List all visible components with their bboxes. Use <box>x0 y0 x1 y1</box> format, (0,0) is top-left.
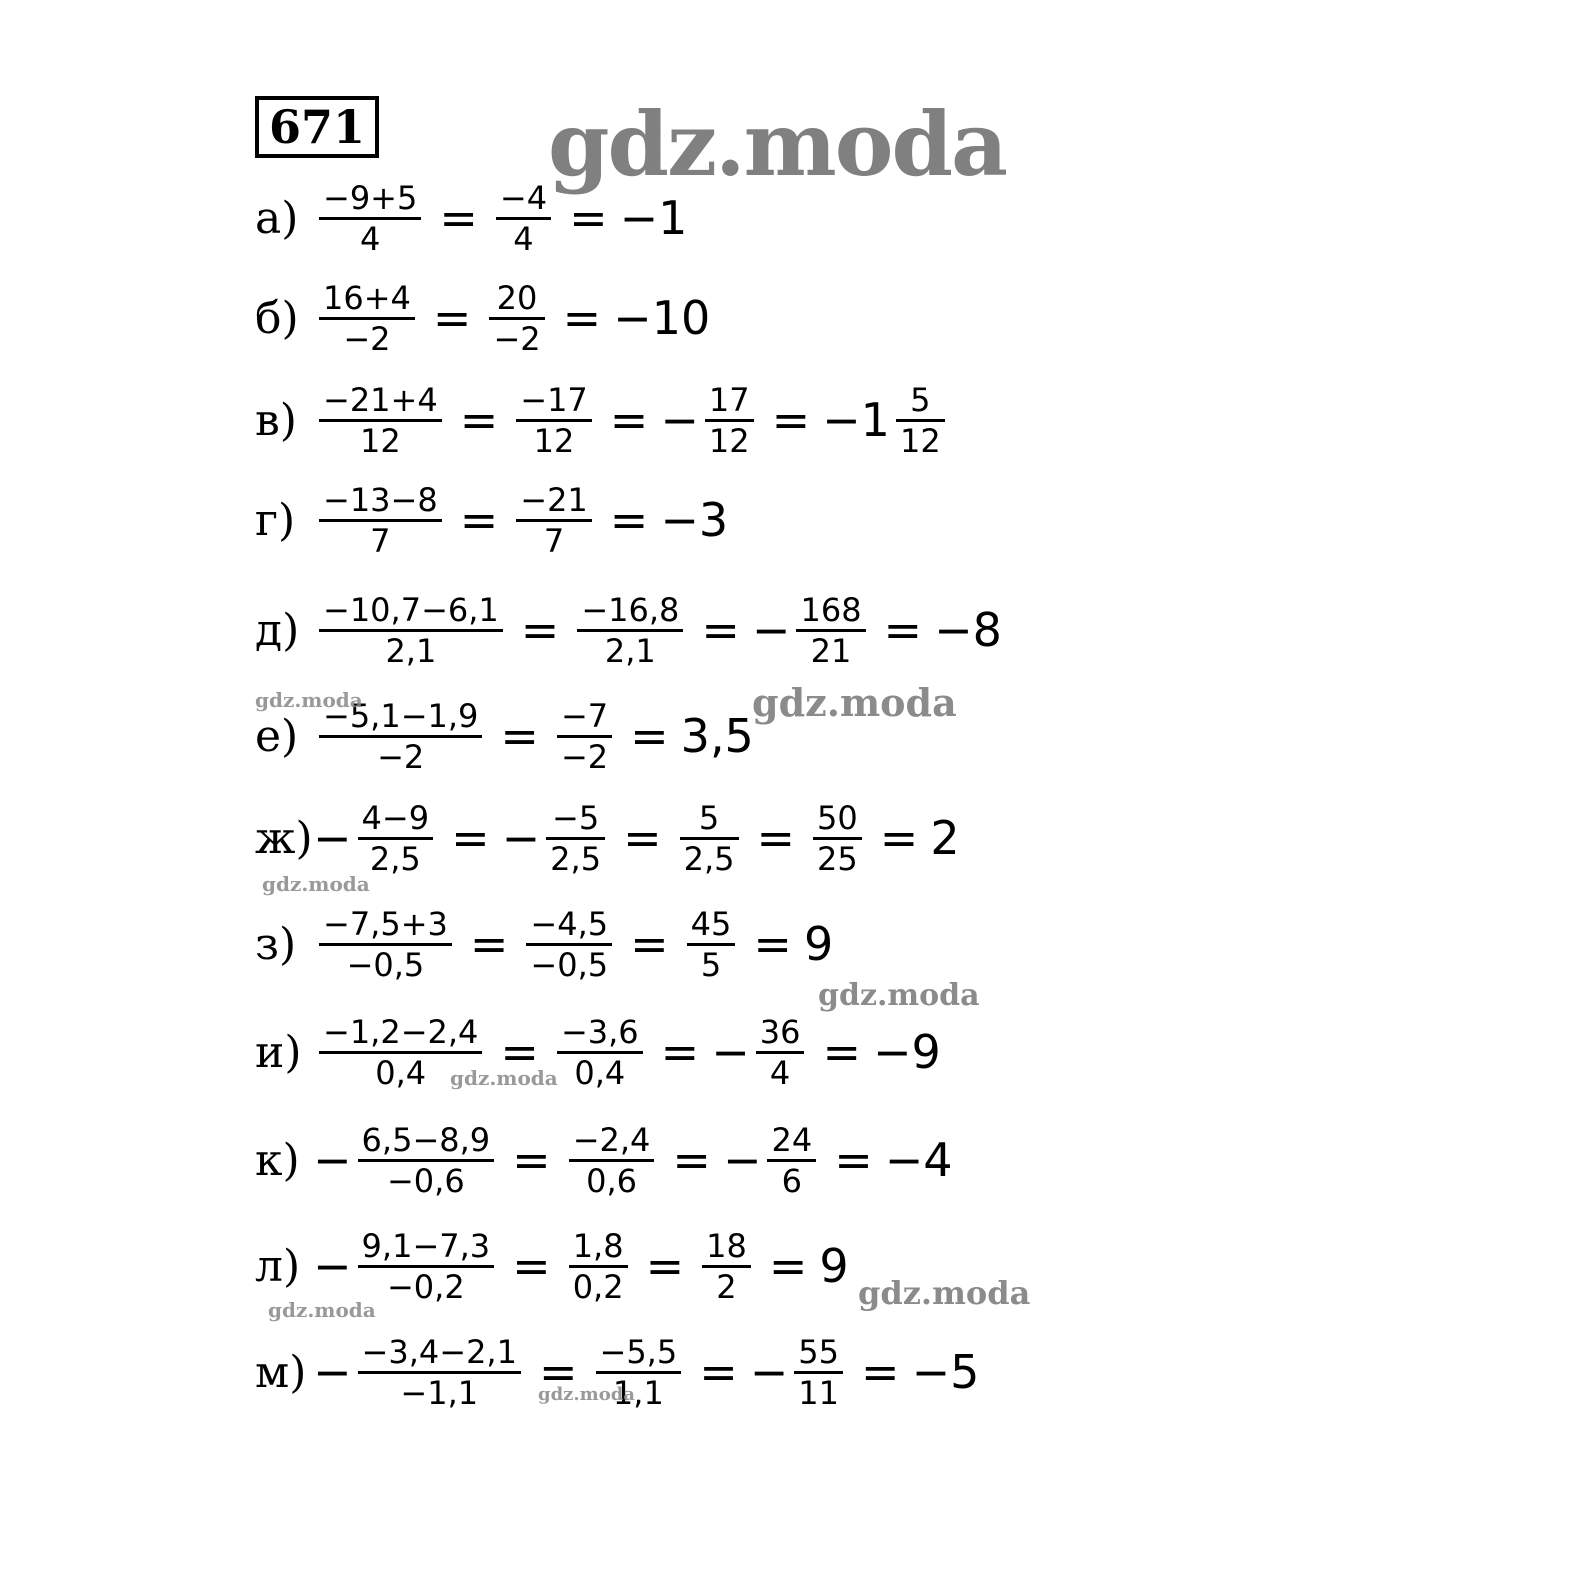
row-label: а) <box>255 192 299 244</box>
equals-sign: = <box>834 1133 873 1187</box>
denominator: 2,5 <box>369 839 421 878</box>
numerator: 5 <box>698 798 720 837</box>
numerator: −17 <box>520 380 588 419</box>
numerator: 4−9 <box>361 798 430 837</box>
denominator: 12 <box>533 421 575 460</box>
row-label: л) <box>255 1240 301 1292</box>
denominator: 5 <box>700 945 722 984</box>
denominator: −0,6 <box>386 1161 465 1200</box>
denominator: −2 <box>377 737 425 776</box>
denominator: 2,1 <box>385 631 437 670</box>
row-label: в) <box>255 394 297 446</box>
fraction <box>767 1121 816 1200</box>
watermark-logo: gdz.moda <box>548 92 1007 196</box>
denominator: 12 <box>899 421 941 460</box>
fraction <box>516 481 592 560</box>
fraction <box>358 1333 521 1412</box>
fraction <box>569 1227 628 1306</box>
equals-sign: = <box>520 603 560 657</box>
row-label: г) <box>255 494 296 546</box>
denominator: 4 <box>769 1053 791 1092</box>
result: −10 <box>613 291 711 345</box>
fraction <box>702 1227 751 1306</box>
denominator: −1,1 <box>400 1373 479 1412</box>
fraction <box>358 1121 495 1200</box>
denominator: 7 <box>543 521 565 560</box>
numerator: 1,8 <box>572 1226 624 1265</box>
numerator: −21 <box>520 480 588 519</box>
watermark: gdz.moda <box>450 1066 558 1090</box>
result: −4 <box>884 1133 953 1187</box>
denominator: 2,1 <box>604 631 656 670</box>
result: 2 <box>930 811 960 865</box>
minus-sign: − <box>711 1025 750 1079</box>
row-label: ж) <box>255 812 313 864</box>
equals-sign: = <box>569 191 608 245</box>
equation-row-i <box>255 1004 941 1100</box>
fraction <box>796 591 865 670</box>
fraction <box>358 799 434 878</box>
exercise-number: 671 <box>255 96 379 158</box>
numerator: −9+5 <box>323 178 418 217</box>
fraction <box>526 905 612 984</box>
numerator: 6,5−8,9 <box>361 1120 491 1159</box>
equals-sign: = <box>609 393 649 447</box>
denominator: 0,4 <box>574 1053 626 1092</box>
numerator: −5,5 <box>599 1332 678 1371</box>
equals-sign: = <box>512 1133 551 1187</box>
fraction <box>516 381 592 460</box>
equation-row-m <box>255 1324 979 1420</box>
result: −5 <box>911 1345 980 1399</box>
row-label: д) <box>255 604 300 656</box>
equals-sign: = <box>432 291 472 345</box>
fraction <box>557 1013 643 1092</box>
denominator: −2 <box>493 319 541 358</box>
equals-sign: = <box>630 709 669 763</box>
equals-sign: = <box>660 1025 700 1079</box>
numerator: −16,8 <box>581 590 680 629</box>
fraction <box>319 279 415 358</box>
equals-sign: = <box>701 603 740 657</box>
minus-sign: − <box>313 1133 352 1187</box>
fraction <box>813 799 862 878</box>
denominator: −2 <box>343 319 391 358</box>
fraction <box>319 481 442 560</box>
minus-sign: − <box>749 1345 789 1399</box>
equation-row-k <box>255 1112 953 1208</box>
equals-sign: = <box>538 1345 578 1399</box>
equals-sign: = <box>500 1025 539 1079</box>
denominator: 2,5 <box>683 839 735 878</box>
minus-sign: − <box>751 603 791 657</box>
equation-row-g <box>255 472 728 568</box>
fraction <box>319 381 442 460</box>
row-label: и) <box>255 1026 302 1078</box>
numerator: 168 <box>800 590 862 629</box>
minus-sign: − <box>313 1345 352 1399</box>
result: 9 <box>803 917 834 971</box>
row-label: б) <box>255 292 299 344</box>
equals-sign: = <box>879 811 919 865</box>
result: 3,5 <box>680 709 754 763</box>
equals-sign: = <box>822 1025 862 1079</box>
denominator: −0,5 <box>346 945 425 984</box>
denominator: 6 <box>781 1161 803 1200</box>
equals-sign: = <box>459 493 499 547</box>
result: −9 <box>873 1025 941 1079</box>
numerator: −5,1−1,9 <box>323 696 479 735</box>
fraction <box>319 905 452 984</box>
fraction <box>794 1333 843 1412</box>
denominator: 4 <box>513 219 534 258</box>
equation-row-d <box>255 582 1002 678</box>
equals-sign: = <box>672 1133 711 1187</box>
minus-sign: − <box>313 811 352 865</box>
numerator: 18 <box>706 1226 747 1265</box>
numerator: −4,5 <box>530 904 609 943</box>
row-label: к) <box>255 1134 300 1186</box>
numerator: 36 <box>759 1012 801 1051</box>
numerator: −10,7−6,1 <box>323 590 499 629</box>
denominator: 25 <box>817 839 858 878</box>
result: 9 <box>819 1239 849 1293</box>
denominator: −0,2 <box>386 1267 465 1306</box>
equals-sign: = <box>753 917 792 971</box>
equals-sign: = <box>469 917 509 971</box>
denominator: 0,6 <box>586 1161 637 1200</box>
result: −8 <box>934 603 1002 657</box>
equals-sign: = <box>771 393 811 447</box>
watermark: gdz.moda <box>752 680 957 725</box>
watermark: gdz.moda <box>262 872 370 896</box>
fraction <box>319 179 421 258</box>
minus-sign: − <box>501 811 541 865</box>
result: −3 <box>660 493 729 547</box>
fraction <box>569 1121 655 1200</box>
numerator: −5 <box>552 798 600 837</box>
equals-sign: = <box>768 1239 808 1293</box>
numerator: −3,6 <box>560 1012 639 1051</box>
fraction <box>546 799 605 878</box>
equals-sign: = <box>630 917 669 971</box>
equals-sign: = <box>883 603 923 657</box>
denominator: 4 <box>359 219 381 258</box>
denominator: 12 <box>359 421 401 460</box>
equals-sign: = <box>459 393 499 447</box>
mixed-number <box>822 381 951 460</box>
equals-sign: = <box>699 1345 738 1399</box>
numerator: −7,5+3 <box>323 904 448 943</box>
equals-sign: = <box>645 1239 685 1293</box>
numerator: 17 <box>708 380 750 419</box>
numerator: −21+4 <box>323 380 438 419</box>
row-label: е) <box>255 710 299 762</box>
numerator: 24 <box>771 1120 813 1159</box>
minus-sign: − <box>313 1239 352 1293</box>
denominator: 21 <box>810 631 852 670</box>
fraction <box>705 381 754 460</box>
denominator: 11 <box>798 1373 840 1412</box>
whole-part: −1 <box>822 393 890 447</box>
watermark: gdz.moda <box>538 1384 635 1405</box>
fraction <box>577 591 683 670</box>
fraction <box>319 591 503 670</box>
equals-sign: = <box>439 191 478 245</box>
equation-row-a <box>255 170 687 266</box>
denominator: 12 <box>708 421 750 460</box>
numerator: −2,4 <box>572 1120 651 1159</box>
result: −1 <box>619 191 688 245</box>
denominator: −0,5 <box>530 945 609 984</box>
numerator: −3,4−2,1 <box>361 1332 517 1371</box>
numerator: 9,1−7,3 <box>361 1226 491 1265</box>
fraction <box>896 381 945 460</box>
watermark: gdz.moda <box>818 978 980 1013</box>
equals-sign: = <box>562 291 602 345</box>
row-label: з) <box>255 918 297 970</box>
numerator: 5 <box>910 380 931 419</box>
watermark: gdz.moda <box>255 688 363 712</box>
equals-sign: = <box>623 811 662 865</box>
fraction <box>489 279 544 358</box>
equals-sign: = <box>861 1345 900 1399</box>
row-label: м) <box>255 1346 307 1398</box>
fraction <box>557 697 612 776</box>
equals-sign: = <box>500 709 539 763</box>
fraction <box>756 1013 805 1092</box>
equals-sign: = <box>609 493 649 547</box>
equation-row-v <box>255 372 951 468</box>
numerator: −13−8 <box>323 480 438 519</box>
denominator: 0,4 <box>375 1053 427 1092</box>
numerator: 55 <box>798 1332 840 1371</box>
equation-row-z <box>255 896 833 992</box>
denominator: −2 <box>560 737 609 776</box>
denominator: 7 <box>370 521 391 560</box>
equation-row-b <box>255 270 710 366</box>
fraction <box>687 905 736 984</box>
numerator: −4 <box>499 178 548 217</box>
numerator: −7 <box>560 696 609 735</box>
equals-sign: = <box>451 811 490 865</box>
watermark: gdz.moda <box>268 1298 376 1322</box>
denominator: 0,2 <box>572 1267 624 1306</box>
minus-sign: − <box>660 393 699 447</box>
equals-sign: = <box>756 811 796 865</box>
numerator: 16+4 <box>323 278 411 317</box>
fraction <box>358 1227 495 1306</box>
minus-sign: − <box>722 1133 762 1187</box>
numerator: 50 <box>817 798 858 837</box>
fraction <box>680 799 739 878</box>
denominator: 2,5 <box>550 839 602 878</box>
numerator: 45 <box>690 904 732 943</box>
watermark: gdz.moda <box>858 1274 1031 1312</box>
denominator: 2 <box>716 1267 737 1306</box>
fraction <box>496 179 551 258</box>
equals-sign: = <box>512 1239 551 1293</box>
numerator: 20 <box>496 278 538 317</box>
denominator: 1,1 <box>612 1373 664 1412</box>
numerator: −1,2−2,4 <box>323 1012 479 1051</box>
